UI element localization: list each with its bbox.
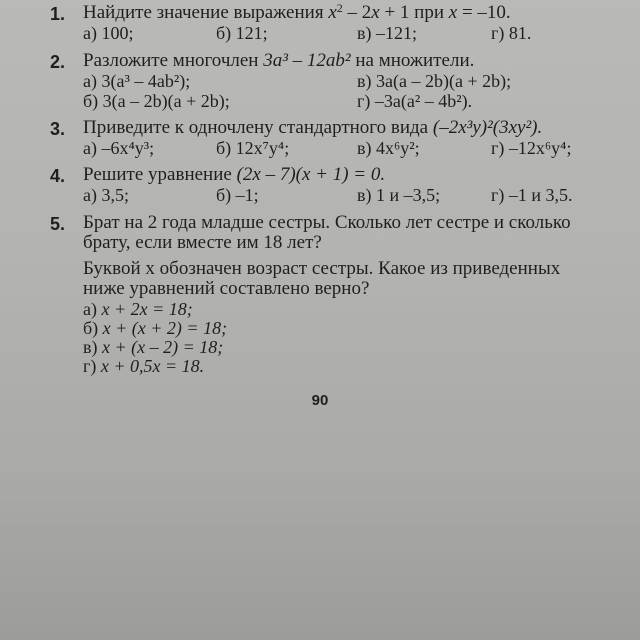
- polynomial: 3a³ – 12ab²: [263, 50, 351, 71]
- exponent: 2: [336, 1, 343, 15]
- option-a: [83, 23, 134, 43]
- option-text: –121;: [376, 23, 418, 43]
- option-text: 4x⁶y²;: [376, 138, 420, 158]
- option-text: 81.: [508, 23, 532, 43]
- option-b: [83, 91, 230, 111]
- problem-number: 4.: [50, 166, 66, 186]
- option-label: а): [83, 71, 97, 91]
- option-b: [83, 318, 227, 338]
- option-text: 3(a³ – 4ab²);: [101, 71, 191, 91]
- option-text: –6x⁴y³;: [101, 138, 155, 158]
- option-text: 12x⁷y⁴;: [235, 138, 290, 158]
- option-b: [216, 23, 268, 43]
- option-text: –1;: [235, 185, 259, 205]
- option-text: 3(a – 2b)(a + 2b);: [102, 91, 230, 111]
- option-text: x + 2x = 18;: [101, 299, 193, 319]
- option-d: [491, 138, 571, 158]
- expression: (–2x³y)²(3xy²).: [432, 117, 543, 138]
- option-label: б): [83, 91, 99, 111]
- option-c: [357, 185, 440, 205]
- option-label: в): [357, 185, 372, 205]
- option-label: г): [491, 23, 505, 43]
- variable: x: [371, 2, 380, 23]
- option-c: [357, 23, 417, 43]
- option-b: [216, 185, 259, 205]
- problem-text-line: Брат на 2 года младше сестры. Сколько лет сестре и сколько: [83, 212, 571, 233]
- problem-stem: [83, 51, 474, 71]
- option-d: [357, 91, 472, 111]
- stem-text: на множители.: [350, 50, 475, 71]
- stem-text: Решите уравнение: [83, 164, 237, 185]
- option-a: [83, 138, 154, 158]
- stem-text: Разложите многочлен: [83, 50, 264, 71]
- option-text: 3a(a – 2b)(a + 2b);: [376, 71, 512, 91]
- option-label: в): [357, 71, 372, 91]
- problem-stem: [83, 3, 511, 23]
- option-label: б): [216, 138, 232, 158]
- option-text: x + (x – 2) = 18;: [102, 337, 224, 357]
- option-label: а): [83, 299, 97, 319]
- variable: x: [328, 2, 337, 23]
- stem-text: Найдите значение выражения: [83, 2, 329, 23]
- option-b: [216, 138, 289, 158]
- option-label: г): [357, 91, 371, 111]
- problem-number: 5.: [50, 214, 66, 234]
- variable: x: [448, 2, 458, 23]
- stem-text: = –10.: [457, 2, 511, 23]
- stem-text: Приведите к одночлену стандартного вида: [83, 117, 433, 138]
- problem-number: 3.: [50, 119, 66, 139]
- problem-number: 1.: [50, 4, 66, 24]
- option-c: [83, 337, 223, 357]
- equation: (2x – 7)(x + 1) = 0.: [236, 164, 386, 185]
- option-label: б): [83, 318, 99, 338]
- option-text: 3,5;: [101, 185, 129, 205]
- option-a: [83, 185, 129, 205]
- option-a: [83, 299, 193, 319]
- option-label: г): [83, 356, 97, 376]
- option-text: –1 и 3,5.: [508, 185, 573, 205]
- option-c: [357, 138, 420, 158]
- option-label: в): [83, 337, 98, 357]
- option-d: [83, 356, 204, 376]
- option-label: б): [216, 185, 232, 205]
- option-label: а): [83, 138, 97, 158]
- problem-text-line: Буквой x обозначен возраст сестры. Какое из приведенных: [83, 258, 561, 279]
- problem-text-line: ниже уравнений составлено верно?: [83, 278, 370, 299]
- option-text: –3a(a² – 4b²).: [374, 91, 473, 111]
- option-label: в): [357, 23, 372, 43]
- option-label: г): [491, 138, 505, 158]
- option-text: –12x⁶y⁴;: [508, 138, 572, 158]
- option-d: [491, 23, 531, 43]
- option-label: г): [491, 185, 505, 205]
- option-label: в): [357, 138, 372, 158]
- option-text: 100;: [101, 23, 134, 43]
- problem-text-line: брату, если вместе им 18 лет?: [83, 232, 322, 253]
- page-number: 90: [311, 392, 329, 409]
- option-text: 121;: [235, 23, 268, 43]
- problem-number: 2.: [50, 52, 66, 72]
- stem-text: + 1 при: [379, 2, 449, 23]
- option-c: [357, 71, 511, 91]
- option-label: а): [83, 185, 97, 205]
- problem-stem: [83, 118, 542, 138]
- option-text: 1 и –3,5;: [376, 185, 441, 205]
- option-a: [83, 71, 190, 91]
- option-label: б): [216, 23, 232, 43]
- option-label: а): [83, 23, 97, 43]
- option-text: x + (x + 2) = 18;: [102, 318, 228, 338]
- option-d: [491, 185, 573, 205]
- stem-text: – 2: [342, 2, 372, 23]
- option-text: x + 0,5x = 18.: [100, 356, 205, 376]
- problem-stem: [83, 165, 385, 185]
